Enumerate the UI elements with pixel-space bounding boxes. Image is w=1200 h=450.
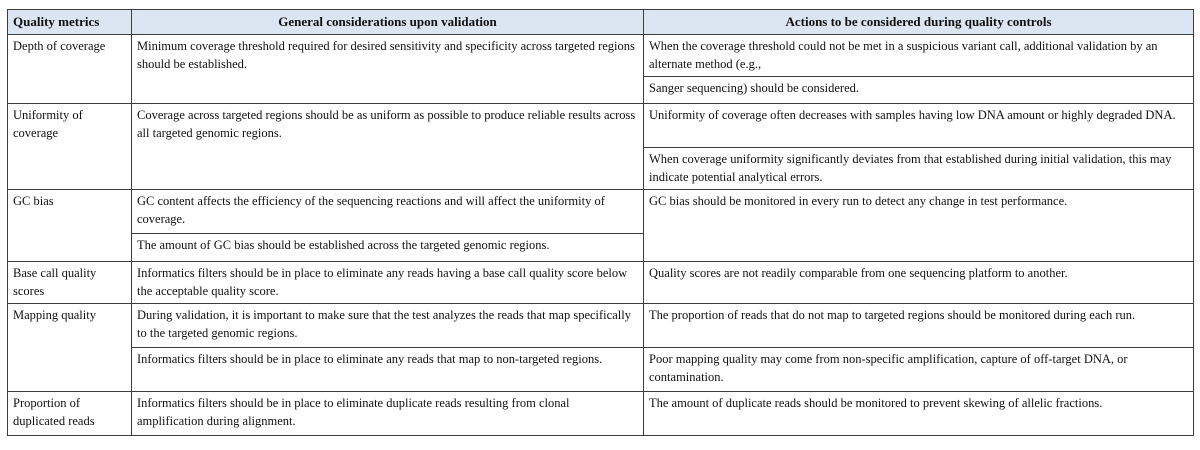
metric-cell-gc-bias: GC bias	[8, 190, 132, 262]
metric-cell-mapping: Mapping quality	[8, 304, 132, 392]
general-cell-base-call: Informatics filters should be in place to eliminate any reads having a base call quality score below the acceptable quality score.	[132, 262, 644, 304]
metric-cell-uniformity: Uniformity of coverage	[8, 104, 132, 190]
actions-cell-uniformity-2: When coverage uniformity significantly deviates from that established during initial validation, this may indicate potential analytical errors.	[644, 148, 1194, 190]
general-cell-uniformity: Coverage across targeted regions should be as uniform as possible to produce reliable results across all targeted genomic regions.	[132, 104, 644, 190]
metric-cell-depth: Depth of coverage	[8, 35, 132, 104]
general-cell-mapping-2: Informatics filters should be in place to eliminate any reads that map to non-targeted regions.	[132, 348, 644, 392]
header-quality-metrics: Quality metrics	[8, 10, 132, 35]
actions-cell-gc-bias: GC bias should be monitored in every run to detect any change in test performance.	[644, 190, 1194, 262]
table-row-base-call	[8, 262, 1194, 304]
actions-cell-mapping-2: Poor mapping quality may come from non-specific amplification, capture of off-target DNA, or contamination.	[644, 348, 1194, 392]
table-row-uniformity	[8, 104, 1194, 148]
table-row-gc-bias	[8, 190, 1194, 234]
metric-cell-duplicates: Proportion of duplicated reads	[8, 392, 132, 436]
table-row-duplicates	[8, 392, 1194, 436]
general-cell-mapping-1: During validation, it is important to make sure that the test analyzes the reads that map specifically to the targeted genomic regions.	[132, 304, 644, 348]
table-header	[8, 10, 1194, 35]
quality-metrics-table-container	[7, 9, 1193, 436]
header-actions: Actions to be considered during quality controls	[644, 10, 1194, 35]
header-general-considerations: General considerations upon validation	[132, 10, 644, 35]
table-row-depth	[8, 35, 1194, 77]
metric-cell-base-call: Base call quality scores	[8, 262, 132, 304]
actions-cell-depth-2: Sanger sequencing) should be considered.	[644, 77, 1194, 104]
actions-cell-mapping-1: The proportion of reads that do not map to targeted regions should be monitored during each run.	[644, 304, 1194, 348]
table-row-mapping-cont	[8, 348, 1194, 392]
table-row-mapping	[8, 304, 1194, 348]
general-cell-duplicates: Informatics filters should be in place to eliminate duplicate reads resulting from clonal amplification during alignment.	[132, 392, 644, 436]
header-row	[8, 10, 1194, 35]
actions-cell-duplicates: The amount of duplicate reads should be monitored to prevent skewing of allelic fractions.	[644, 392, 1194, 436]
quality-metrics-table	[7, 9, 1194, 436]
actions-cell-depth-1: When the coverage threshold could not be met in a suspicious variant call, additional validation by an alternate method (e.g.,	[644, 35, 1194, 77]
table-body	[8, 35, 1194, 436]
actions-cell-base-call: Quality scores are not readily comparable from one sequencing platform to another.	[644, 262, 1194, 304]
general-cell-depth: Minimum coverage threshold required for desired sensitivity and specificity across targeted regions should be established.	[132, 35, 644, 104]
actions-cell-uniformity-1: Uniformity of coverage often decreases with samples having low DNA amount or highly degraded DNA.	[644, 104, 1194, 148]
general-cell-gc-bias-2: The amount of GC bias should be established across the targeted genomic regions.	[132, 234, 644, 262]
general-cell-gc-bias-1: GC content affects the efficiency of the sequencing reactions and will affect the uniformity of coverage.	[132, 190, 644, 234]
